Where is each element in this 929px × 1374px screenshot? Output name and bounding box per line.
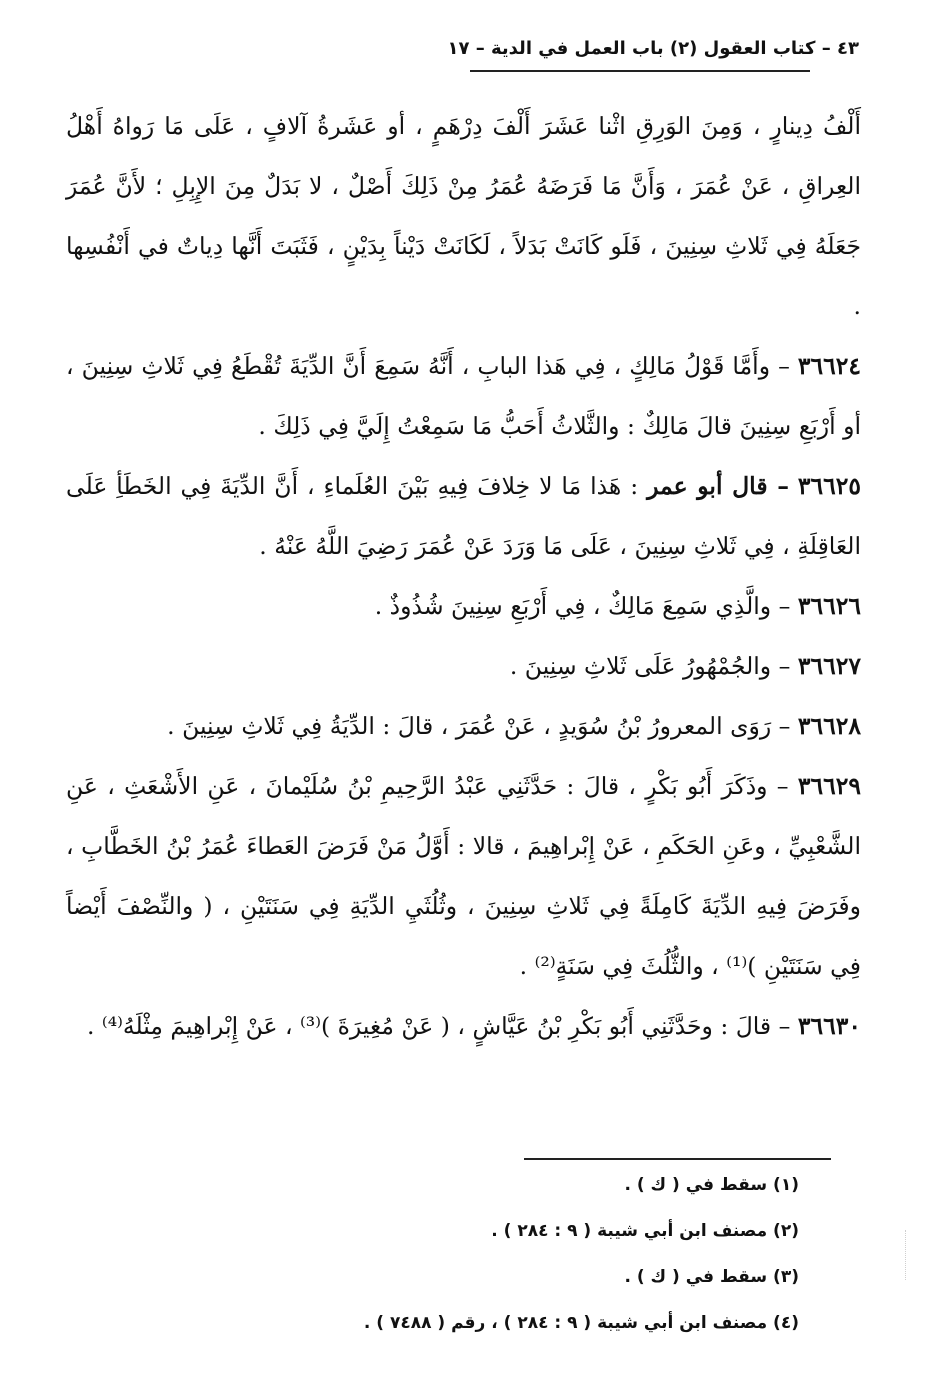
paragraph-text: – وذَكَرَ أَبُو بَكْرٍ ، قالَ : حَدَّثَنِي عَبْدُ الرَّحِيمِ بْنُ سُلَيْمانَ ، عَنِ الأَشْعَثِ ، عَنِ الشَّعْبِيِّ ، وعَنِ الحَكَمِ ، عَنْ إِبْراهِيمَ ، قالا : أَوَّلُ مَنْ فَرَضَ العَطاءَ عُمَرُ بْنُ الخَطَّابِ ، وفَرَضَ فِيهِ الدِّيَةَ كَامِلَةً فِي ثَلاثِ سِنِينَ ، وثُلُثَيِ الدِّيَةِ فِي سَنَتَيْنِ ، ( والنِّصْفَ أَيْضاً فِي سَنَتَيْنِ )⁽¹⁾ ، والثُّلُثَ فِي سَنَةٍ⁽²⁾ . bbox=[66, 772, 861, 980]
paragraph-36627 bbox=[66, 636, 861, 696]
paragraph-text: : هَذا مَا لا خِلافَ فِيهِ بَيْنَ العُلَماءِ ، أَنَّ الدِّيَةَ فِي الخَطَأِ عَلَى العَاقِلَةِ ، فِي ثَلاثِ سِنِينَ ، عَلَى مَا وَرَدَ عَنْ عُمَرَ رَضِيَ اللَّهُ عَنْهُ . bbox=[66, 472, 861, 560]
paragraph-number: ٣٦٦٢٨ bbox=[797, 712, 861, 740]
paragraph-continuation bbox=[66, 96, 861, 336]
paragraph-36626 bbox=[66, 576, 861, 636]
footnote-2: (٢) مصنف ابن أبي شيبة ( ٩ : ٢٨٤ ) . bbox=[491, 1221, 799, 1241]
paragraph-text: – قالَ : وحَدَّثَنِي أَبُو بَكْرِ بْنُ عَيَّاشٍ ، ( عَنْ مُغِيرَةَ )⁽³⁾ ، عَنْ إِبْراهِيمَ مِثْلَهُ⁽⁴⁾ . bbox=[86, 1012, 791, 1040]
paragraph-text: – والجُمْهُورُ عَلَى ثَلاثِ سِنِينَ . bbox=[509, 652, 791, 680]
paragraph-36624 bbox=[66, 336, 861, 456]
main-text bbox=[66, 96, 861, 1056]
paragraph-text: – رَوَى المعرورُ بْنُ سُوَيدٍ ، عَنْ عُمَرَ ، قالَ : الدِّيَةُ فِي ثَلاثِ سِنِينَ . bbox=[167, 712, 791, 740]
paragraph-number: ٣٦٦٣٠ bbox=[797, 1012, 861, 1040]
paragraph-36628 bbox=[66, 696, 861, 756]
paragraph-36625 bbox=[66, 456, 861, 576]
paragraph-text: – وأَمَّا قَوْلُ مَالِكٍ ، فِي هَذا البابِ ، أَنَّهُ سَمِعَ أَنَّ الدِّيَةَ تُقْطَعُ فِي ثَلاثِ سِنِينَ ، أو أَرْبَعِ سِنِينَ قالَ مَالِكٌ : والثَّلاثُ أَحَبُّ مَا سَمِعْتُ إِلَيَّ فِي ذَلِكَ . bbox=[66, 352, 861, 440]
paragraph-number: ٣٦٦٢٤ bbox=[797, 352, 861, 380]
scan-margin-mark bbox=[905, 1230, 912, 1280]
paragraph-number: ٣٦٦٢٥ bbox=[797, 472, 861, 500]
footnote-1: (١) سقط في ( ك ) . bbox=[624, 1175, 799, 1195]
footnote-rule bbox=[524, 1158, 831, 1160]
paragraph-lead: – قال أبو عمر bbox=[647, 472, 789, 500]
header-rule bbox=[470, 70, 810, 72]
paragraph-text: أَلْفُ دِينارٍ ، وَمِنَ الوَرِقِ اثْنا عَشَرَ أَلْفَ دِرْهَمٍ ، أو عَشَرةُ آلافٍ ، عَلَى مَا رَواهُ أَهْلُ العِراقِ ، عَنْ عُمَرَ ، وَأَنَّ مَا فَرَضَهُ عُمَرُ مِنْ ذَلِكَ أَصْلٌ ، لا بَدَلٌ مِنَ الإِبِلِ ؛ لأَنَّ عُمَرَ جَعَلَهُ فِي ثَلاثِ سِنِينَ ، فَلَو كَانَتْ بَدَلاً ، لَكَانَتْ دَيْناً بِدَيْنٍ ، فَثَبَتَ أَنَّها دِياتٌ في أَنْفُسِها . bbox=[66, 112, 861, 320]
paragraph-number: ٣٦٦٢٧ bbox=[797, 652, 861, 680]
paragraph-36629 bbox=[66, 756, 861, 996]
paragraph-text: – والَّذِي سَمِعَ مَالِكٌ ، فِي أَرْبَعِ سِنِينَ شُذُوذٌ . bbox=[374, 592, 791, 620]
footnotes bbox=[99, 1162, 799, 1346]
paragraph-36630 bbox=[66, 996, 861, 1056]
footnote-3: (٣) سقط في ( ك ) . bbox=[624, 1267, 799, 1287]
paragraph-number: ٣٦٦٢٩ bbox=[797, 772, 861, 800]
footnote-4: (٤) مصنف ابن أبي شيبة ( ٩ : ٢٨٤ ) ، رقم ( ٧٤٨٨ ) . bbox=[363, 1313, 799, 1333]
paragraph-number: ٣٦٦٢٦ bbox=[797, 592, 861, 620]
running-header: ٤٣ – كتاب العقول (٢) باب العمل في الدية – ١٧ bbox=[447, 38, 859, 59]
